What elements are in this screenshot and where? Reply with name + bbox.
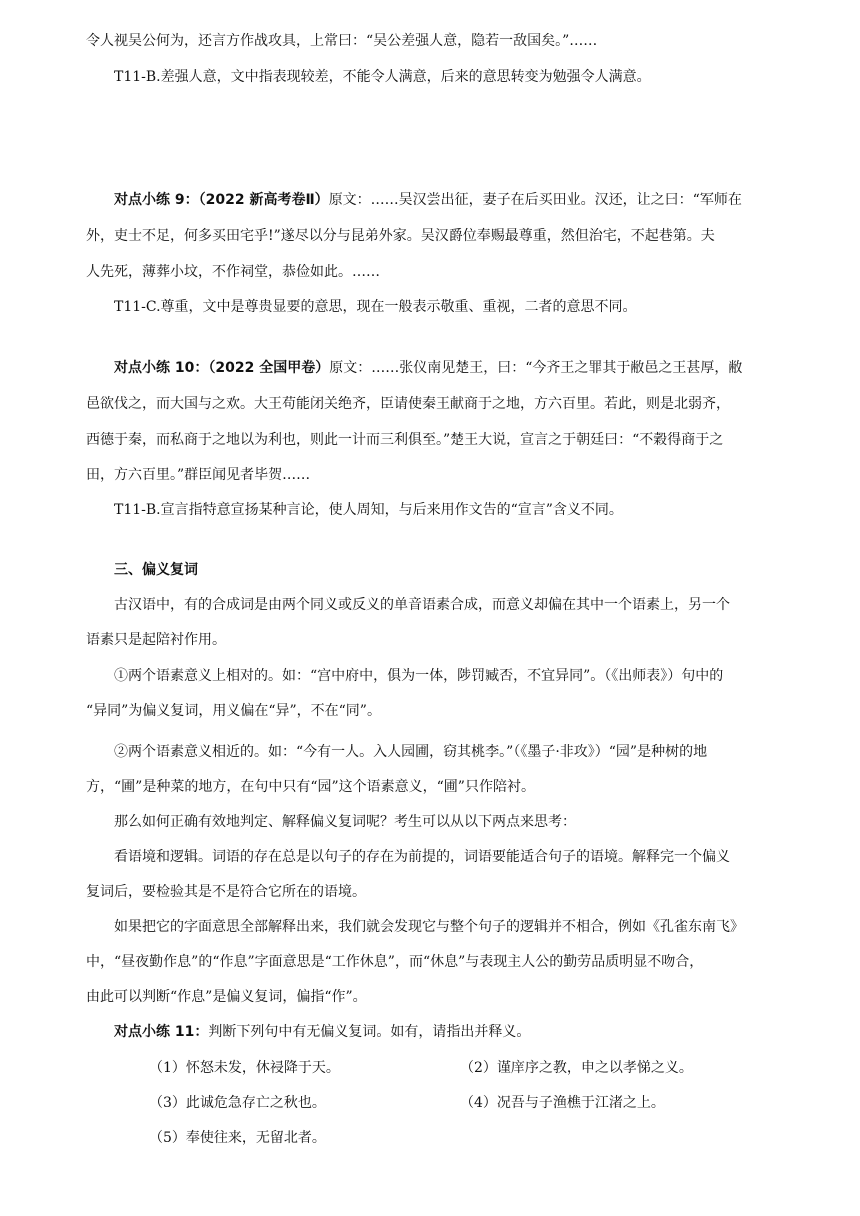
item-1-line-2: “异同”为偏义复词，用义偏在“异”，不在“同”。	[86, 703, 381, 719]
practice-10-line-2: 邑欲伐之，而大国与之欢。大王苟能闭关绝齐，臣请使秦王献商于之地，方六百里。若此，则是北弱齐，	[86, 396, 730, 412]
practice-9-line-1: 对点小练 9：（2022 新高考卷Ⅱ）原文：……吴汉尝出征，妻子在后买田业。汉还，让之曰：“军师在	[114, 192, 742, 208]
exercise-item-1: （1）怀怒未发，休祲降于天。	[149, 1060, 340, 1076]
practice-9-line-3: 人先死，薄葬小坟，不作祠堂，恭俭如此。……	[86, 264, 380, 280]
answer-line: T11-B.差强人意，文中指表现较差，不能令人满意，后来的意思转变为勉强令人满意。	[114, 69, 651, 85]
point-1-line-1: 看语境和逻辑。词语的存在总是以句子的存在为前提的，词语要能适合句子的语境。解释完一个偏义	[114, 849, 730, 865]
section-heading: 三、偏义复词	[114, 562, 198, 578]
text-line: 令人视吴公何为，还言方作战攻具，上常曰：“吴公差强人意，隐若一敌国矣。”……	[86, 33, 598, 49]
intro-line-2: 语素只是起陪衬作用。	[86, 632, 226, 648]
exercise-item-3: （3）此诚危急存亡之秋也。	[149, 1095, 326, 1111]
practice-11-label: 对点小练 11：	[114, 1024, 209, 1040]
practice-10-line-1: 对点小练 10：（2022 全国甲卷）原文：……张仪南见楚王，曰：“今齐王之罪其于敝邑之王甚厚，敝	[114, 360, 743, 376]
practice-10-label: 对点小练 10：（2022 全国甲卷）	[114, 360, 330, 376]
practice-10-line-3: 西德于秦，而私商于之地以为利也，则此一计而三利俱至。”楚王大说，宣言之于朝廷曰：“不穀得商于之	[86, 432, 724, 448]
point-2-line-2: 中，“昼夜勤作息”的“作息”字面意思是“工作休息”，而“休息”与表现主人公的勤劳品质明显不吻合，	[86, 954, 704, 970]
question-line: 那么如何正确有效地判定、解释偏义复词呢？考生可以从以下两点来思考：	[114, 814, 576, 830]
practice-9-answer: T11-C.尊重，文中是尊贵显要的意思，现在一般表示敬重、重视，二者的意思不同。	[114, 299, 637, 315]
practice-10-answer: T11-B.宣言指特意宣扬某种言论，使人周知，与后来用作文告的“宣言”含义不同。	[114, 502, 623, 518]
item-1-line-1: ①两个语素意义上相对的。如：“宫中府中，俱为一体，陟罚臧否，不宜异同”。（《出师表》）句中的	[114, 668, 724, 684]
exercise-item-4: （4）况吾与子渔樵于江渚之上。	[460, 1095, 665, 1111]
practice-9-line-2: 外，吏士不足，何多买田宅乎!”遂尽以分与昆弟外家。吴汉爵位奉赐最尊重，然但治宅，不起巷第。夫	[86, 228, 715, 244]
item-2-line-1: ②两个语素意义相近的。如：“今有一人。入人园圃，窃其桃李。”（《墨子·非攻》）“园”是种树的地	[114, 744, 708, 760]
practice-11-line: 对点小练 11：判断下列句中有无偏义复词。如有，请指出并释义。	[114, 1024, 531, 1040]
intro-line-1: 古汉语中，有的合成词是由两个同义或反义的单音语素合成，而意义却偏在其中一个语素上，另一个	[114, 597, 730, 613]
exercise-item-2: （2）谨庠序之教，申之以孝悌之义。	[460, 1060, 693, 1076]
point-1-line-2: 复词后，要检验其是不是符合它所在的语境。	[86, 884, 366, 900]
practice-10-line-4: 田，方六百里。”群臣闻见者毕贺……	[86, 467, 311, 483]
exercise-item-5: （5）奉使往来，无留北者。	[149, 1130, 326, 1146]
point-2-line-1: 如果把它的字面意思全部解释出来，我们就会发现它与整个句子的逻辑并不相合，例如《孔雀东南飞》	[114, 919, 744, 935]
practice-9-label: 对点小练 9：（2022 新高考卷Ⅱ）	[114, 192, 329, 208]
item-2-line-2: 方，“圃”是种菜的地方，在句中只有“园”这个语素意义，“圃”只作陪衬。	[86, 779, 535, 795]
point-2-line-3: 由此可以判断“作息”是偏义复词，偏指“作”。	[86, 989, 367, 1005]
